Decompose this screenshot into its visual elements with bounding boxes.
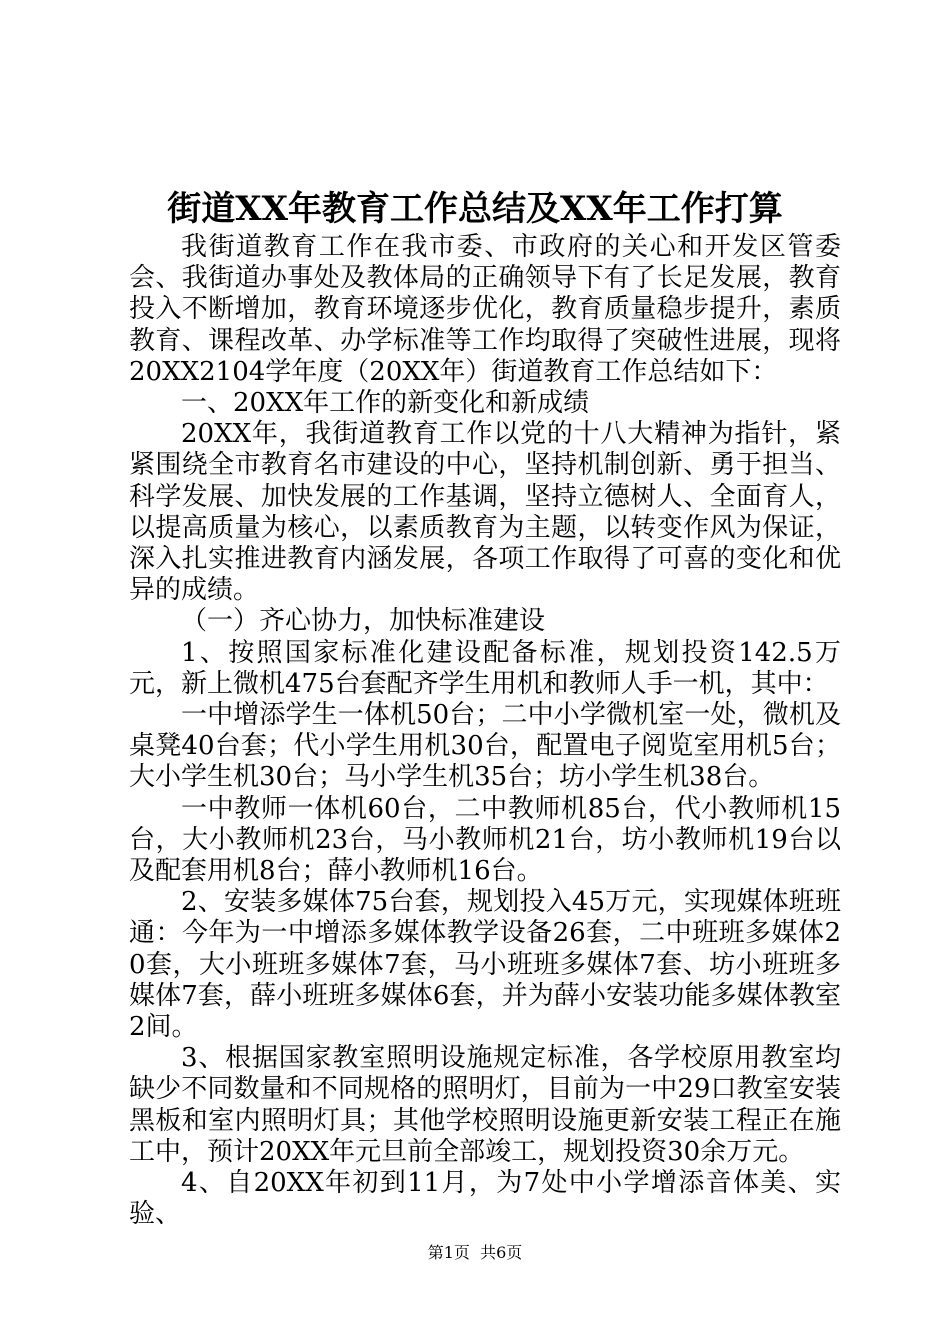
document-title: 街道XX年教育工作总结及XX年工作打算 xyxy=(167,189,783,229)
paragraph-item-4: 4、自20XX年初到11月，为7处中小学增添音体美、实验、 xyxy=(129,1168,841,1230)
paragraph-intro: 我街道教育工作在我市委、市政府的关心和开发区管委会、我街道办事处及教体局的正确领导下有了长足发展，教育投入不断增加，教育环境逐步优化，教育质量稳步提升，素质教育、课程改革、办学标准等工作均取得了突破性进展，现将20XX2104学年度（20XX年）街道教育工作总结如下： xyxy=(129,232,841,387)
paragraph-item-1: 1、按照国家标准化建设配备标准，规划投资142.5万元，新上微机475台套配齐学生用机和教师人手一机，其中： xyxy=(129,637,841,699)
paragraph-item-3: 3、根据国家教室照明设施规定标准，各学校原用教室均缺少不同数量和不同规格的照明灯，目前为一中29口教室安装黑板和室内照明灯具；其他学校照明设施更新安装工程正在施工中，预计20XX年元旦前全部竣工，规划投资30余万元。 xyxy=(129,1043,841,1167)
paragraph-teacher-machines: 一中教师一体机60台，二中教师机85台，代小教师机15台，大小教师机23台，马小教师机21台，坊小教师机19台以及配套用机8台；薛小教师机16台。 xyxy=(129,793,841,887)
paragraph-overview: 20XX年，我街道教育工作以党的十八大精神为指针，紧紧围绕全市教育名市建设的中心，坚持机制创新、勇于担当、科学发展、加快发展的工作基调，坚持立德树人、全面育人，以提高质量为核心，以素质教育为主题，以转变作风为保证，深入扎实推进教育内涵发展，各项工作取得了可喜的变化和优异的成绩。 xyxy=(129,419,841,606)
document-body xyxy=(129,232,841,1231)
paragraph-student-machines: 一中增添学生一体机50台；二中小学微机室一处，微机及桌凳40台套；代小学生用机30台，配置电子阅览室用机5台；大小学生机30台；马小学生机35台；坊小学生机38台。 xyxy=(129,700,841,793)
section-heading-1: 一、20XX年工作的新变化和新成绩 xyxy=(181,388,590,419)
subsection-heading-1: （一）齐心协力，加快标准建设 xyxy=(181,606,546,637)
page-number: 第1页 xyxy=(427,1243,470,1262)
page-total: 共6页 xyxy=(480,1243,523,1262)
page-footer xyxy=(0,1243,950,1263)
paragraph-item-2: 2、安装多媒体75台套，规划投入45万元，实现媒体班班通：今年为一中增添多媒体教学设备26套，二中班班多媒体20套，大小班班多媒体7套，马小班班多媒体7套、坊小班班多媒体7套，薛小班班多媒体6套，并为薛小安装功能多媒体教室2间。 xyxy=(129,887,841,1043)
